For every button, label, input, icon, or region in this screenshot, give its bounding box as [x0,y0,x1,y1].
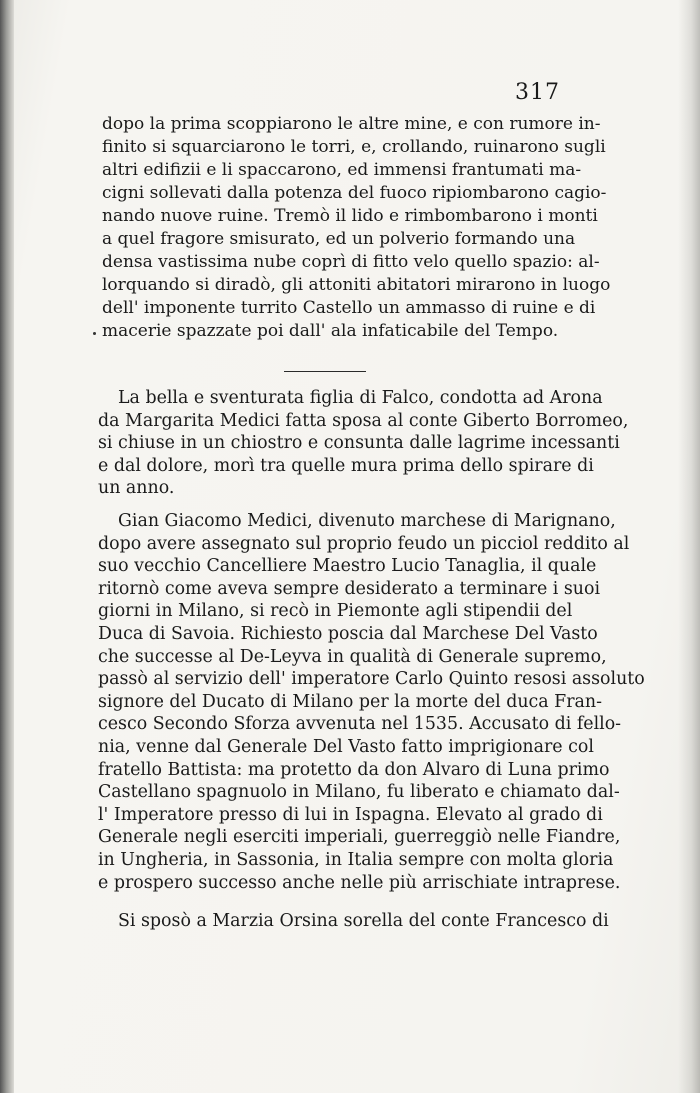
text-line: Si sposò a Marzia Orsina sorella del conte Francesco di [118,911,609,931]
text-line: finito si squarciarono le torri, e, crollando, ruinarono sugli [102,137,606,157]
text-line: e dal dolore, morì tra quelle mura prima dello spirare di [98,455,594,476]
paragraph-explosion [102,113,611,343]
paragraph-gian-giacomo-medici [98,510,645,894]
text-line: ritornò come aveva sempre desiderato a terminare i suoi [98,578,601,599]
text-line: suo vecchio Cancelliere Maestro Lucio Tanaglia, il quale [98,556,597,577]
text-line: cigni sollevati dalla potenza del fuoco ripiombarono cagio- [102,183,607,203]
ink-speck [93,332,96,335]
text-line: l' Imperatore presso di lui in Ispagna. Elevato al grado di [98,804,603,825]
text-line: a quel fragore smisurato, ed un polverio formando una [102,229,576,249]
page-number: 317 [515,80,560,105]
paragraph-marzia-orsina [98,910,609,933]
text-line: fratello Battista: ma protetto da don Alvaro di Luna primo [98,759,610,780]
text-line: altri edifizii e li spaccarono, ed immensi frantumati ma- [102,160,582,180]
page-edge-shadow [678,0,700,1093]
paragraph-falco-daughter [98,387,629,500]
text-line: si chiuse in un chiostro e consunta dalle lagrime incessanti [98,433,620,453]
text-line: Generale negli eserciti imperiali, guerreggiò nelle Fiandre, [98,827,621,848]
text-line: lorquando si diradò, gli attoniti abitatori mirarono in luogo [102,275,611,295]
text-line: passò al servizio dell' imperatore Carlo Quinto resosi assoluto [98,669,645,690]
text-line: dopo la prima scoppiarono le altre mine, e con rumore in- [102,114,601,134]
text-line: Castellano spagnuolo in Milano, fu liberato e chiamato dal- [98,782,620,803]
binding-gutter [0,0,14,1093]
text-line: giorni in Milano, si recò in Piemonte agli stipendii del [98,601,573,622]
text-line: nando nuove ruine. Tremò il lido e rimbombarono i monti [102,206,598,226]
text-line: e prospero successo anche nelle più arrischiate intraprese. [98,872,621,893]
text-line: La bella e sventurata figlia di Falco, condotta ad Arona [118,388,603,408]
text-line: densa vastissima nube coprì di fitto velo quello spazio: al- [102,252,600,272]
text-line: signore del Ducato di Milano per la morte del duca Fran- [98,691,603,712]
text-line: da Margarita Medici fatta sposa al conte Giberto Borromeo, [98,410,629,431]
text-line: Gian Giacomo Medici, divenuto marchese di Marignano, [118,511,616,531]
text-line: che successe al De-Leyva in qualità di Generale supremo, [98,646,607,667]
text-line: un anno. [98,478,175,498]
section-divider-rule [284,371,366,372]
text-line: nia, venne dal Generale Del Vasto fatto imprigionare col [98,736,594,757]
text-line: in Ungheria, in Sassonia, in Italia sempre con molta gloria [98,849,614,870]
text-line: dell' imponente turrito Castello un ammasso di ruine e di [102,298,596,318]
text-line: cesco Secondo Sforza avvenuta nel 1535. Accusato di fello- [98,714,622,735]
text-line: macerie spazzate poi dall' ala infaticabile del Tempo. [102,321,559,341]
text-line: Duca di Savoia. Richiesto poscia dal Marchese Del Vasto [98,623,598,644]
text-line: dopo avere assegnato sul proprio feudo un picciol reddito al [98,533,630,554]
